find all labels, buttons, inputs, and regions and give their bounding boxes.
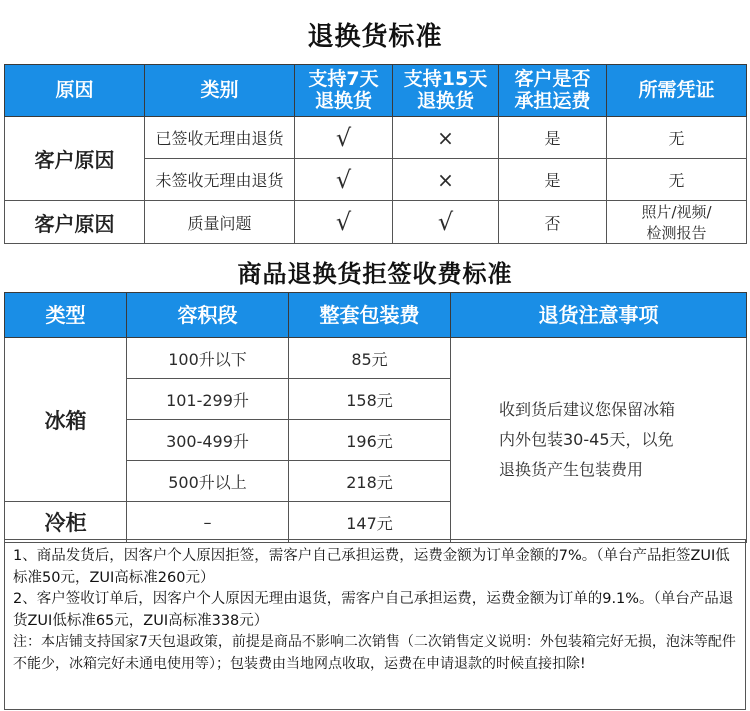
category-cell: 未签收无理由退货 [145, 159, 295, 201]
rejection-fee-table [4, 292, 747, 543]
volume-range-cell: 100升以下 [127, 338, 289, 379]
check-mark: √ [295, 159, 393, 201]
table-row [5, 201, 747, 244]
reason-cell: 客户原因 [5, 201, 145, 244]
proof-cell: 照片/视频/ 检测报告 [607, 201, 747, 244]
table-row [5, 338, 747, 379]
fee-cell: 158元 [289, 379, 451, 420]
fee-cell: 196元 [289, 420, 451, 461]
fee-cell: 85元 [289, 338, 451, 379]
footnote-box [4, 539, 746, 710]
proof-cell: 无 [607, 159, 747, 201]
header-type: 类型 [5, 293, 127, 338]
footnote-return: 2、客户签收订单后，因客户个人原因无理由退货，需客户自己承担运费，运费金额为订单的9.1%。（单台产品退货ZUI低标准65元，ZUI高标准338元） [13, 591, 734, 629]
volume-range-cell: 500升以上 [127, 461, 289, 502]
type-freezer: 冰箱 [5, 338, 127, 502]
volume-range-cell: 300-499升 [127, 420, 289, 461]
category-cell: 已签收无理由退货 [145, 117, 295, 159]
type-chest-freezer: 冷柜 [5, 502, 127, 543]
header-reason: 原因 [5, 65, 145, 117]
header-category: 类别 [145, 65, 295, 117]
proof-cell: 无 [607, 117, 747, 159]
return-note: 收到货后建议您保留冰箱 内外包装30-45天，以免 退换货产生包装费用 [451, 338, 747, 543]
customer-pays-cell: 否 [499, 201, 607, 244]
volume-range-cell: – [127, 502, 289, 543]
header-packaging-fee: 整套包装费 [289, 293, 451, 338]
header-return-notes: 退货注意事项 [451, 293, 747, 338]
table-header-row [5, 293, 747, 338]
category-cell: 质量问题 [145, 201, 295, 244]
check-mark: √ [393, 201, 499, 244]
footnote-rejection: 1、商品发货后，因客户个人原因拒签，需客户自己承担运费，运费金额为订单金额的7%。（单台产品拒签ZUI低标准50元，ZUI高标准260元） [13, 548, 730, 586]
cross-mark: × [393, 159, 499, 201]
rejection-fee-title: 商品退换货拒签收费标准 [237, 260, 513, 288]
header-15-day-return: 支持15天 退换货 [393, 65, 499, 117]
return-standard-title: 退换货标准 [307, 22, 443, 52]
fee-cell: 147元 [289, 502, 451, 543]
customer-pays-cell: 是 [499, 159, 607, 201]
fee-cell: 218元 [289, 461, 451, 502]
customer-pays-cell: 是 [499, 117, 607, 159]
reason-cell: 客户原因 [5, 117, 145, 201]
table-header-row [5, 65, 747, 117]
volume-range-cell: 101-299升 [127, 379, 289, 420]
header-required-proof: 所需凭证 [607, 65, 747, 117]
header-volume-range: 容积段 [127, 293, 289, 338]
header-customer-pays-shipping: 客户是否 承担运费 [499, 65, 607, 117]
footnote-policy-note: 注：本店铺支持国家7天包退政策，前提是商品不影响二次销售（二次销售定义说明：外包装箱完好无损，泡沫等配件不能少，冰箱完好未通电使用等）；包装费由当地网点收取，运费在申请退款的时候直接扣除! [13, 634, 736, 672]
return-standard-table [4, 64, 747, 244]
header-7-day-return: 支持7天 退换货 [295, 65, 393, 117]
table-row [5, 117, 747, 159]
cross-mark: × [393, 117, 499, 159]
check-mark: √ [295, 117, 393, 159]
check-mark: √ [295, 201, 393, 244]
